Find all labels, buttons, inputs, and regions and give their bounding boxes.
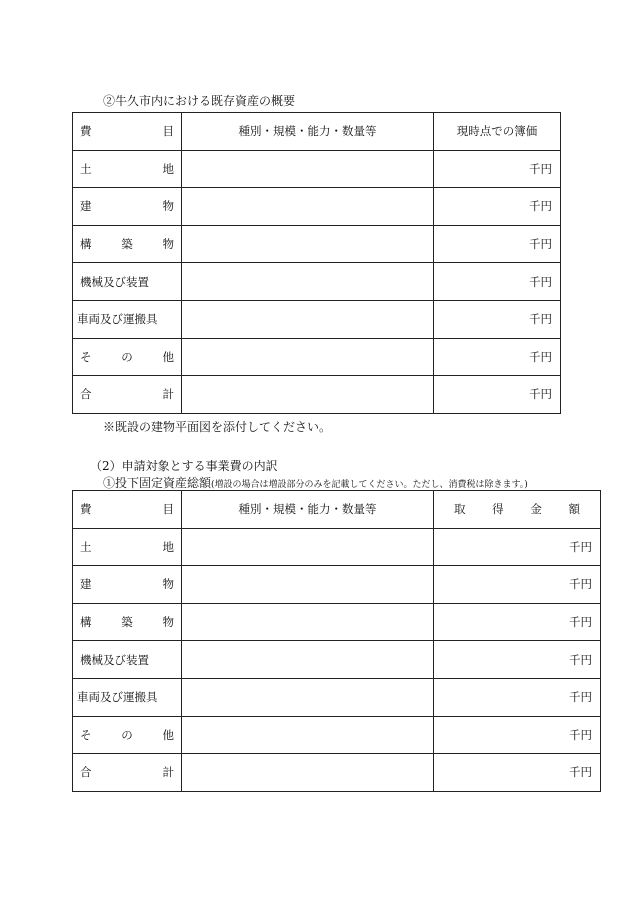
table-header-row [73, 113, 561, 151]
table-row: そ の 他 千円 [73, 716, 601, 754]
table-header-row [73, 491, 601, 529]
header-book-value: 現時点での簿価 [434, 113, 561, 151]
attachment-note: ※既設の建物平面図を添付してください。 [103, 420, 332, 434]
table-row: 車両及び運搬具 千円 [73, 300, 561, 338]
spec-cell[interactable] [182, 188, 434, 226]
table-row: 構 築 物 千円 [73, 603, 601, 641]
spec-cell[interactable] [182, 150, 434, 188]
fixed-assets-table [72, 490, 601, 792]
amount-cell[interactable]: 千円 [434, 263, 561, 301]
table-row: 合 計 千円 [73, 754, 601, 792]
table-row: 土 地 千円 [73, 150, 561, 188]
spec-cell[interactable] [182, 263, 434, 301]
spec-cell[interactable] [182, 754, 434, 792]
amount-cell[interactable]: 千円 [434, 338, 561, 376]
amount-cell[interactable]: 千円 [434, 754, 601, 792]
section2-subheading: ①投下固定資産総額(増設の場合は増設部分のみを記載してください。ただし、消費税は除きます。) [103, 476, 528, 490]
table-row: そ の 他 千円 [73, 338, 561, 376]
spec-cell[interactable] [182, 376, 434, 414]
amount-cell[interactable]: 千円 [434, 603, 601, 641]
table-row: 合 計 千円 [73, 376, 561, 414]
header-cost-item: 費 目 [73, 113, 182, 151]
table-row: 構 築 物 千円 [73, 225, 561, 263]
existing-assets-table [72, 112, 561, 414]
amount-cell[interactable]: 千円 [434, 300, 561, 338]
spec-cell[interactable] [182, 300, 434, 338]
table-row: 建 物 千円 [73, 188, 561, 226]
amount-cell[interactable]: 千円 [434, 566, 601, 604]
amount-cell[interactable]: 千円 [434, 150, 561, 188]
section1-heading: ②牛久市内における既存資産の概要 [103, 94, 296, 108]
amount-cell[interactable]: 千円 [434, 188, 561, 226]
amount-cell[interactable]: 千円 [434, 716, 601, 754]
header-spec: 種別・規模・能力・数量等 [182, 491, 434, 529]
amount-cell[interactable]: 千円 [434, 225, 561, 263]
spec-cell[interactable] [182, 678, 434, 716]
table-row: 土 地 千円 [73, 528, 601, 566]
table-row: 車両及び運搬具 千円 [73, 678, 601, 716]
spec-cell[interactable] [182, 338, 434, 376]
section2-heading: （2）申請対象とする事業費の内訳 [90, 459, 278, 473]
spec-cell[interactable] [182, 641, 434, 679]
amount-cell[interactable]: 千円 [434, 528, 601, 566]
amount-cell[interactable]: 千円 [434, 376, 561, 414]
spec-cell[interactable] [182, 603, 434, 641]
header-acquisition-amount: 取 得 金 額 [434, 491, 601, 529]
header-cost-item: 費 目 [73, 491, 182, 529]
spec-cell[interactable] [182, 716, 434, 754]
amount-cell[interactable]: 千円 [434, 641, 601, 679]
table-row: 機械及び装置 千円 [73, 641, 601, 679]
spec-cell[interactable] [182, 225, 434, 263]
spec-cell[interactable] [182, 566, 434, 604]
header-spec: 種別・規模・能力・数量等 [182, 113, 434, 151]
table-row: 建 物 千円 [73, 566, 601, 604]
amount-cell[interactable]: 千円 [434, 678, 601, 716]
table-row: 機械及び装置 千円 [73, 263, 561, 301]
spec-cell[interactable] [182, 528, 434, 566]
